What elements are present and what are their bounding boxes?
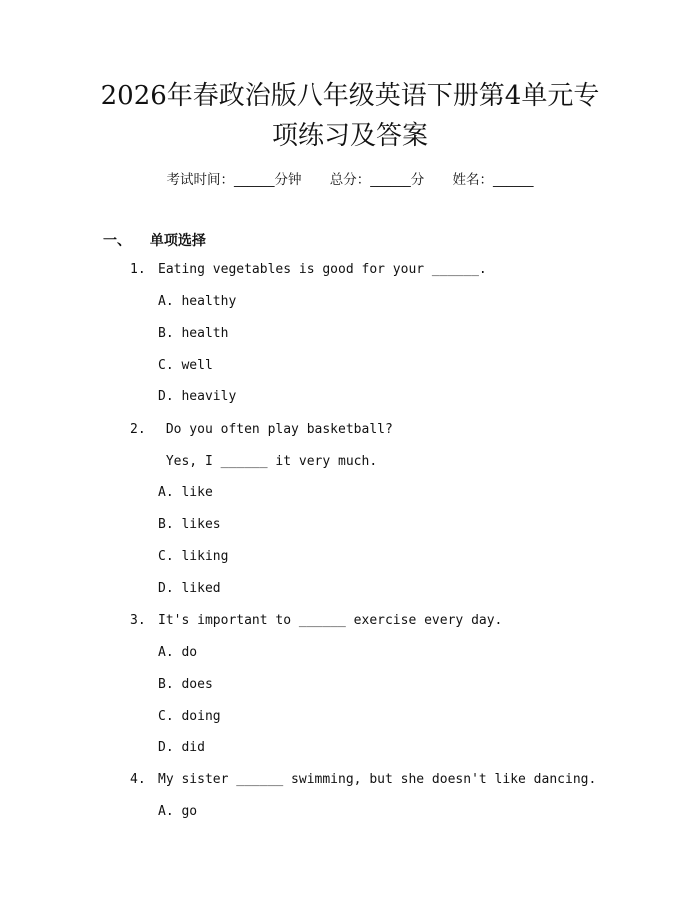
document-title (60, 76, 640, 156)
title-line-2: 项练习及答案 (271, 121, 428, 151)
question-stem: My sister ______ swimming, but she doesn't like dancing. (158, 772, 597, 787)
section-title: 单项选择 (149, 233, 206, 249)
option-d: D. heavily (158, 389, 237, 404)
option-c: C. doing (158, 709, 221, 724)
option-a: A. like (158, 485, 213, 500)
title-line-1: 2026年春政治版八年级英语下册第4单元专 (100, 81, 600, 111)
option-d: D. did (158, 740, 205, 755)
exam-score: 总分：______分 (329, 172, 425, 188)
question-stem: Eating vegetables is good for your ______. (158, 262, 487, 277)
question-number: 2. (130, 422, 146, 437)
option-c: C. well (158, 358, 213, 373)
option-d: D. liked (158, 581, 221, 596)
option-b: B. likes (158, 517, 221, 532)
option-a: A. do (158, 645, 198, 660)
question-stem: It's important to ______ exercise every day. (158, 613, 503, 628)
option-c: C. liking (158, 549, 229, 564)
option-a: A. healthy (158, 294, 237, 309)
question-number: 3. (130, 613, 146, 628)
exam-name: 姓名：______ (452, 172, 534, 188)
question-stem: Do you often play basketball? (158, 422, 393, 437)
question-number: 1. (130, 262, 146, 277)
section-number: 一、 (103, 233, 131, 249)
option-b: B. does (158, 677, 213, 692)
exam-meta (0, 168, 700, 188)
option-b: B. health (158, 326, 229, 341)
question-stem-line-2: Yes, I ______ it very much. (158, 454, 378, 469)
option-a: A. go (158, 804, 198, 819)
section-heading (103, 230, 206, 250)
question-number: 4. (130, 772, 146, 787)
exam-time: 考试时间：______分钟 (166, 172, 302, 188)
